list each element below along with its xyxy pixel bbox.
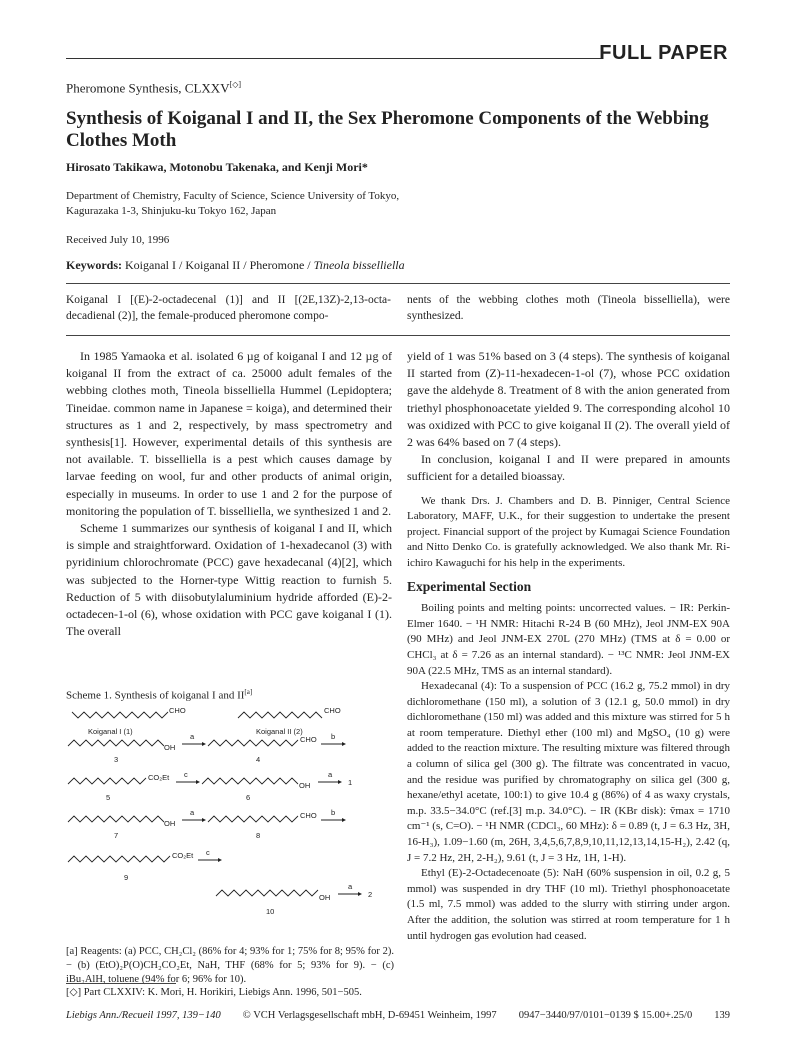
- experimental-paragraph: Ethyl (E)-2-Octadecenoate (5): NaH (60% suspension in oil, 0.2 g, 5 mmol) was suspended in dry THF (10 ml). Triethyl phosphonoacetate (1.5 ml, 7.5 mmol) was added to the slurry with stirring under argon. After the addition, the solution was stirred at room temperature for 1 h until hydrogen gas evolution had ceased.: [407, 867, 730, 942]
- keywords: [66, 258, 405, 273]
- label-cho: CHO: [169, 706, 186, 715]
- affiliation: [66, 189, 486, 219]
- label-5: 5: [106, 793, 111, 802]
- reaction-scheme: [66, 702, 396, 942]
- arrowhead: [342, 742, 346, 746]
- label-10: 10: [266, 907, 275, 916]
- body-left-column: [66, 348, 392, 640]
- body-right-column: [407, 348, 730, 944]
- label-koiganal1: Koiganal I (1): [88, 727, 133, 736]
- reagent-b: b: [331, 808, 336, 817]
- label-oh: OH: [164, 819, 176, 828]
- label-cho: CHO: [324, 706, 341, 715]
- experimental-paragraph: Hexadecanal (4): To a suspension of PCC (16.2 g, 75.2 mmol) in dry dichloromethane (150 ml), a solution of 3 (12.1 g, 50.0 mmol) in dry dichloromethane (150 ml) was added and this mixture was stirred for 5 h at room temperature. Diethyl ether (100 ml) and MgSO₄ (10 g) were added to the reaction mixture. The resulting mixture was filtered through a column of silica gel (300 g). The filtrate was concentrated in vacuo, and the residue was purified by chromatography on silica gel (300 g, hexane/ethyl acetate, 100:1) to give 10.4 g (86%) of 4 as waxy crystals, m.p. 33.5−34.0°C (ref.[3] m.p. 34.0°C). − IR (KBr disk): ṽmax = 1710 cm⁻¹ (s, C=O). − ¹H NMR (CDCl₃, 60 MHz): δ = 0.89 (t, J = 6.3 Hz, 3H, 16-H₃), 1.09−1.60 (m, 26H, 3,4,5,6,7,8,9,10,11,12,13,14,15-H₂), 2.42 (q, J = 7.2 Hz, 2H, 2-H₂), 9.61 (t, J = 3 Hz, 1H, 1-H).: [407, 680, 730, 864]
- footer-code: 0947−3440/97/0101−0139 $ 15.00+.25/0: [518, 1010, 693, 1021]
- arrowhead: [218, 858, 222, 862]
- series-text: Pheromone Synthesis, CLXXV: [66, 80, 230, 96]
- arrowhead: [358, 892, 362, 896]
- footnote-rule: [66, 983, 176, 984]
- chain-10: [216, 890, 318, 896]
- footnote: [◇] Part CLXXIV: K. Mori, H. Horikiri, Liebigs Ann. 1996, 501−505.: [66, 987, 362, 998]
- chain-koiganal2: [238, 712, 322, 718]
- chain-8: [208, 816, 298, 822]
- arrowhead: [202, 742, 206, 746]
- label-6: 6: [246, 793, 251, 802]
- abstract-left: Koiganal I [(E)-2-octadecenal (1)] and II [(2E,13Z)-2,13-octa-decadienal (2)], the female-produced pheromone compo-: [66, 294, 391, 322]
- chain-3: [68, 740, 164, 746]
- label-4: 4: [256, 755, 261, 764]
- abstract-right: nents of the webbing clothes moth (Tineola bisselliella), were synthesized.: [407, 294, 730, 322]
- label-co2et: CO₂Et: [148, 773, 170, 782]
- chain-6: [202, 778, 298, 784]
- reagent-a: a: [190, 732, 195, 741]
- label-8: 8: [256, 831, 261, 840]
- chain-5: [68, 778, 146, 784]
- header-rule: [66, 58, 601, 59]
- arrowhead: [342, 818, 346, 822]
- received-date: Received July 10, 1996: [66, 234, 170, 246]
- footer-page: 139: [714, 1010, 730, 1021]
- reagent-a: a: [190, 808, 195, 817]
- chain-9: [68, 856, 170, 862]
- keywords-text: Koiganal I / Koiganal II / Pheromone /: [125, 258, 314, 272]
- reagent-a: a: [328, 770, 333, 779]
- arrowhead: [196, 780, 200, 784]
- label-cho: CHO: [300, 811, 317, 820]
- scheme-caption-text: Scheme 1. Synthesis of koiganal I and II: [66, 689, 245, 702]
- label-cho: CHO: [300, 735, 317, 744]
- acknowledgment: We thank Drs. J. Chambers and D. B. Pinniger, Central Science Laboratory, MAFF, U.K., for their suggestion to undertake the present project. Financial support of the project by Kumagai Science Foundation and Nitto Denko Co. is gratefully acknowledged. We also thank Mr. Ri-ichiro Kawaguchi for his help in the experiments.: [407, 494, 730, 569]
- reagent-a: a: [348, 882, 353, 891]
- label-co2et: CO₂Et: [172, 851, 194, 860]
- body-paragraph: Scheme 1 summarizes our synthesis of koiganal I and II, which is simple and straightforward. Oxidation of 1-hexadecanol (3) with pyridinium chlorochromate (PCC) gave hexadecanal (4)[2], which was subjected to the Horner-type Wittig reaction to furnish 5. Reduction of 5 with diisobutylaluminium hydride afforded (E)-2-octadecen-1-ol (6), whose oxidation with PCC gave koiganal I (1). The overall: [66, 521, 392, 639]
- product-1: 1: [348, 778, 353, 787]
- arrowhead: [338, 780, 342, 784]
- label-oh: OH: [164, 743, 176, 752]
- scheme-reagents: [a] Reagents: (a) PCC, CH₂Cl₂ (86% for 4; 93% for 1; 75% for 8; 95% for 2). − (b) (EtO)₂P(O)CH₂CO₂Et, NaH, THF (68% for 5; 93% for 9). − (c) iBu₂AlH, toluene (94% for 6; 96% for 10).: [66, 946, 394, 985]
- keywords-species: Tineola bisselliella: [313, 258, 405, 272]
- body-paragraph: yield of 1 was 51% based on 3 (4 steps). The synthesis of koiganal II started from (Z)-11-hexadecen-1-ol (7), whose PCC oxidation gave the aldehyde 8. Treatment of 8 with the anion generated from triethyl phosphonoacetate yielded 9. The corresponding alcohol 10 was oxidized with PCC to give koiganal II (2). The overall yield of 2 was 64% based on 7 (4 steps).: [407, 349, 730, 450]
- label-oh: OH: [319, 893, 331, 902]
- affiliation-line-1: Department of Chemistry, Faculty of Science, Science University of Tokyo,: [66, 190, 400, 202]
- affiliation-line-2: Kagurazaka 1-3, Shinjuku-ku Tokyo 162, Japan: [66, 205, 277, 217]
- body-paragraph: In 1985 Yamaoka et al. isolated 6 µg of koiganal I and 12 µg of koiganal II from the extract of ca. 25000 adult females of the webbing clothes moth, Tineola bisselliella Hummel (Lepidoptera; Tineidae. common name in Japanese = koiga), and determined their structures as 1 and 2, respectively, by mass spectrometry and synthesis[1]. However, experimental details of this synthesis are not available. T. bisselliella is a pest which causes damage by larvae feeding on wool, fur and other products of animal origin, especially in museums. In order to use 1 and 2 for the purpose of monitoring the population of T. bisselliella, we synthesized 1 and 2.: [66, 349, 392, 518]
- section-label: FULL PAPER: [599, 42, 728, 64]
- footer-journal: Liebigs Ann./Recueil 1997, 139−140: [66, 1010, 221, 1021]
- reagent-b: b: [331, 732, 336, 741]
- label-7: 7: [114, 831, 119, 840]
- footer-publisher: © VCH Verlagsgesellschaft mbH, D-69451 Weinheim, 1997: [242, 1010, 497, 1021]
- series-line: [66, 80, 241, 96]
- experimental-paragraph: Boiling points and melting points: uncorrected values. − IR: Perkin-Elmer 1640. − ¹H NMR: Hitachi R-24 B (60 MHz), Jeol JNM-EX 90A (90 MHz) and Jeol JNM-EX 270L (270 MHz) (TMS at δ = 0.00 or CHCl₃ at δ = 7.26 as an internal standard). − ¹³C NMR: Jeol JNM-EX 90A (22.5 MHz, TMS as an internal standard).: [407, 602, 730, 677]
- authors: Hirosato Takikawa, Motonobu Takenaka, and Kenji Mori*: [66, 160, 368, 174]
- label-3: 3: [114, 755, 119, 764]
- chain-7: [68, 816, 164, 822]
- arrowhead: [202, 818, 206, 822]
- scheme-caption: [66, 688, 252, 702]
- series-note-marker: [◇]: [229, 80, 242, 89]
- reagent-c: c: [206, 848, 210, 857]
- chain-4: [208, 740, 298, 746]
- running-footer: [66, 1010, 730, 1021]
- product-2: 2: [368, 890, 373, 899]
- experimental-heading: Experimental Section: [407, 579, 532, 595]
- abstract-rule-top: [66, 283, 730, 284]
- label-oh: OH: [299, 781, 311, 790]
- chain-koiganal1: [72, 712, 168, 718]
- body-paragraph: In conclusion, koiganal I and II were prepared in amounts sufficient for a detailed bioassay.: [407, 452, 730, 484]
- reagent-c: c: [184, 770, 188, 779]
- keywords-label: Keywords:: [66, 258, 122, 272]
- label-9: 9: [124, 873, 129, 882]
- label-koiganal2: Koiganal II (2): [256, 727, 303, 736]
- article-title: Synthesis of Koiganal I and II, the Sex Pheromone Components of the Webbing Clothes Moth: [66, 108, 709, 151]
- abstract-rule-bottom: [66, 335, 730, 336]
- scheme-caption-marker: [a]: [244, 688, 253, 696]
